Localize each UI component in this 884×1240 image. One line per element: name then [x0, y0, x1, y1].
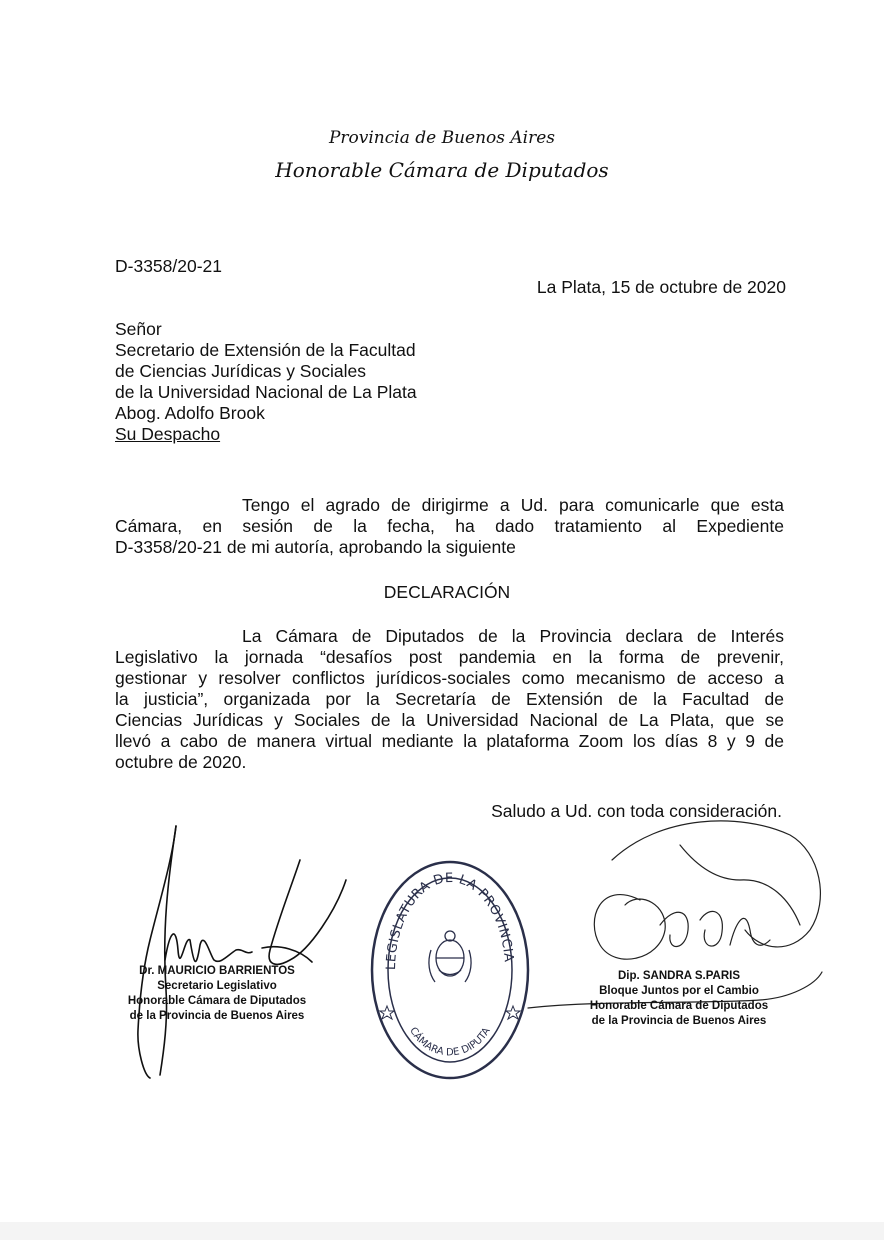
signatory-right-province: de la Provincia de Buenos Aires — [591, 1015, 767, 1027]
signatory-right-body: Honorable Cámara de Diputados — [589, 1000, 769, 1012]
intro-line: Tengo el agrado de dirigirme a Ud. para comunicarle que esta — [242, 495, 784, 515]
addressee-line: Abog. Adolfo Brook — [115, 403, 265, 423]
star-icon — [380, 1006, 520, 1019]
official-seal — [369, 858, 531, 1082]
signatory-left-body: Honorable Cámara de Diputados — [127, 995, 307, 1007]
addressee-line: de la Universidad Nacional de La Plata — [115, 382, 417, 402]
signatory-right-name: Dip. SANDRA S.PARIS — [617, 970, 741, 982]
signatory-right-bloc: Bloque Juntos por el Cambio — [599, 985, 759, 997]
declaration-line: gestionar y resolver conflictos jurídicos-sociales como mecanismo de acceso a — [115, 668, 784, 688]
addressee-despacho: Su Despacho — [115, 424, 221, 444]
letterhead-chamber: Honorable Cámara de Diputados — [275, 158, 609, 182]
intro-line: Cámara, en sesión de la fecha, ha dado tratamiento al Expediente — [115, 516, 784, 536]
declaration-paragraph — [115, 626, 784, 773]
addressee-line: Señor — [115, 319, 162, 339]
declaration-line: la justicia”, organizada por la Secretaría de Extensión de la Facultad de — [115, 689, 784, 709]
seal-graphic — [369, 858, 531, 1082]
declaration-line: octubre de 2020. — [115, 752, 247, 772]
intro-line: D-3358/20-21 de mi autoría, aprobando la siguiente — [115, 537, 516, 557]
signatory-left-name: Dr. MAURICIO BARRIENTOS — [139, 965, 295, 977]
signatory-left-block — [112, 964, 322, 1024]
declaration-line: Legislativo la jornada “desafíos post pandemia en la forma de prevenir, — [115, 647, 784, 667]
declaration-line: La Cámara de Diputados de la Provincia declara de Interés — [242, 626, 784, 646]
seal-inner-text: CÁMARA DE DIPUTA — [407, 1025, 493, 1059]
declaration-line: llevó a cabo de manera virtual mediante la plataforma Zoom los días 8 y 9 de — [115, 731, 784, 751]
place-date: La Plata, 15 de octubre de 2020 — [536, 277, 786, 297]
addressee-line: de Ciencias Jurídicas y Sociales — [115, 361, 366, 381]
addressee-line: Secretario de Extensión de la Facultad — [115, 340, 416, 360]
declaration-heading: DECLARACIÓN — [383, 582, 511, 602]
closing-salutation: Saludo a Ud. con toda consideración. — [491, 801, 782, 821]
signatory-right-block — [568, 969, 790, 1029]
signatory-left-title: Secretario Legislativo — [157, 980, 277, 992]
letterhead-province: Provincia de Buenos Aires — [328, 128, 556, 148]
addressee-block — [115, 319, 417, 445]
intro-paragraph — [115, 495, 784, 558]
svg-text:LEGISLATURA DE LA PROVINCIA DE — [369, 858, 516, 970]
document-reference: D-3358/20-21 — [115, 256, 223, 276]
seal-outer-text: LEGISLATURA DE LA PROVINCIA — [383, 870, 516, 971]
declaration-line: Ciencias Jurídicas y Sociales de la Universidad Nacional de La Plata, que se — [115, 710, 784, 730]
page-bottom-margin — [0, 1222, 884, 1240]
signatory-left-province: de la Provincia de Buenos Aires — [129, 1010, 305, 1022]
coat-of-arms-icon — [429, 931, 471, 982]
